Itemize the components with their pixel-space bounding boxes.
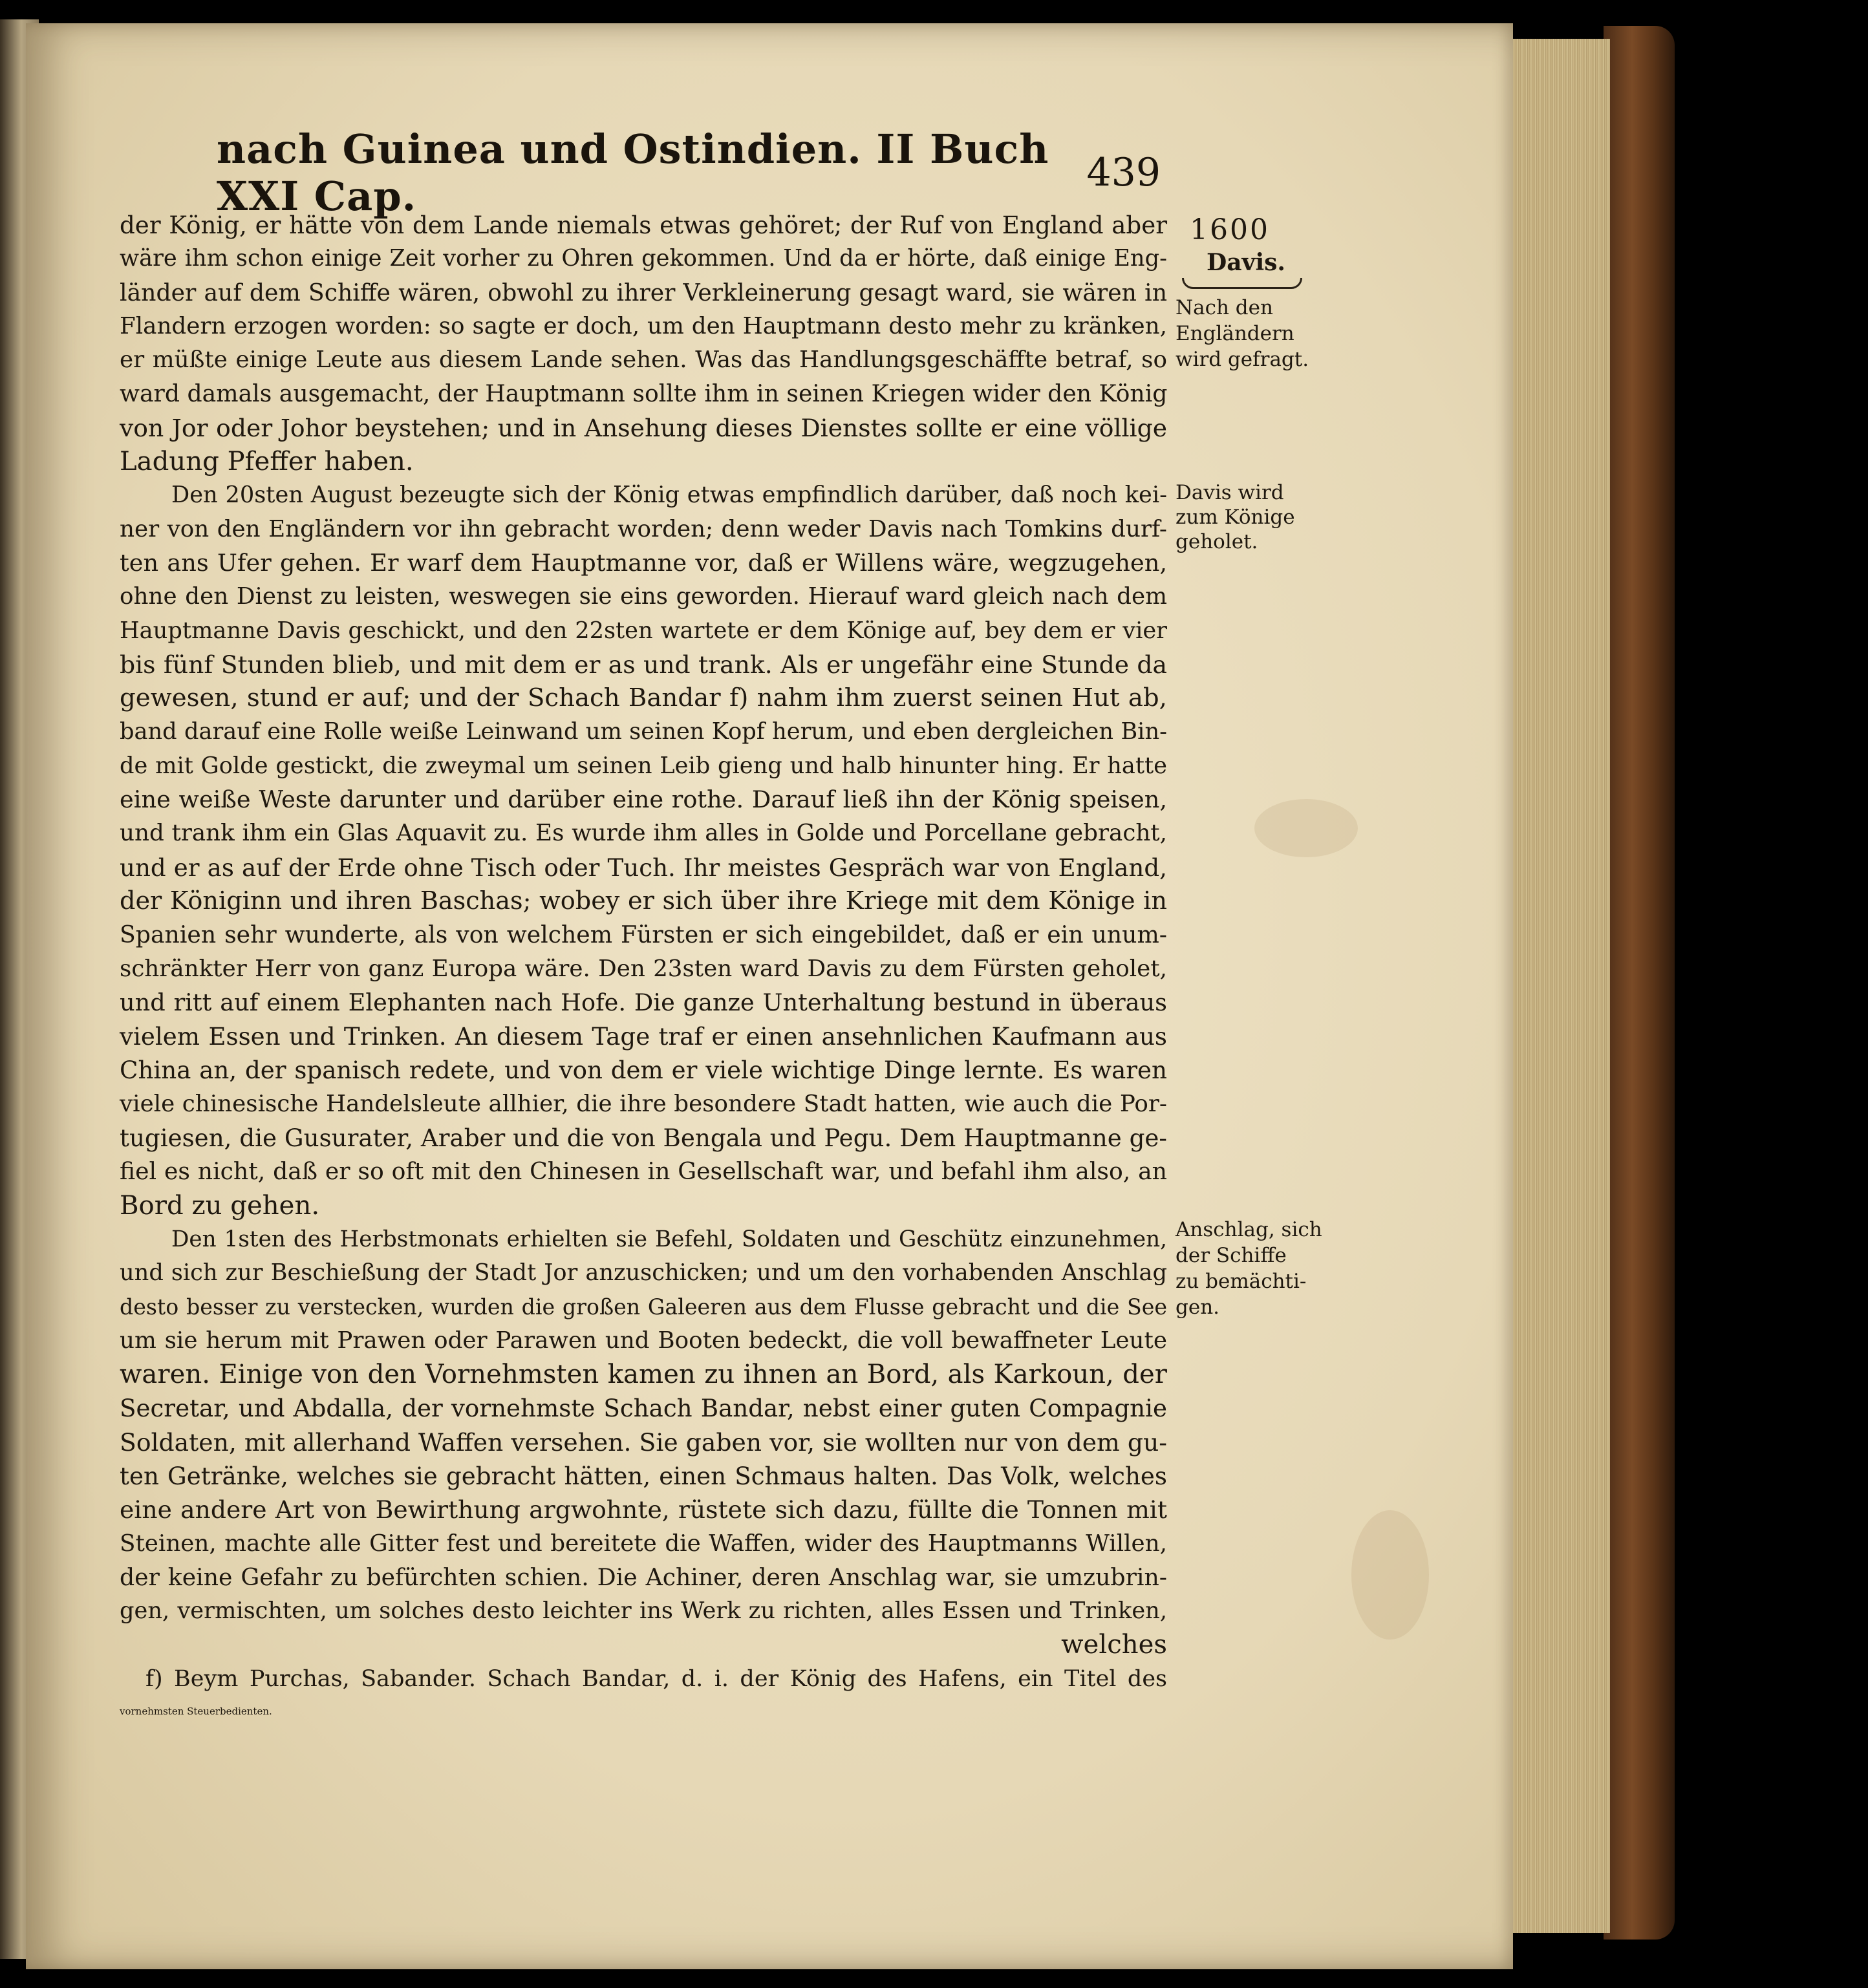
- text-line: Flandern erzogen worden: so sagte er doch, um den Hauptmann desto mehr zu kränken,: [120, 312, 1167, 339]
- text-line: ward damals ausgemacht, der Hauptmann sollte ihm in seinen Kriegen wider den König: [120, 379, 1168, 408]
- text-line: gewesen, stund er auf; und der Schach Bandar f) nahm ihm zuerst seinen Hut ab,: [120, 683, 1167, 713]
- text-line: waren. Einige von den Vornehmsten kamen zu ihnen an Bord, als Karkoun, der: [120, 1360, 1167, 1390]
- text-line: Bord zu gehen.: [120, 1190, 320, 1221]
- margin-year: 1600: [1190, 213, 1270, 246]
- footnote-line: f) Beym Purchas, Sabander. Schach Bandar, d. i. der König des Hafens, ein Titel des: [145, 1666, 1167, 1692]
- text-line: und ritt auf einem Elephanten nach Hofe. Die ganze Unterhaltung bestund in überaus: [120, 988, 1167, 1016]
- text-line: länder auf dem Schiffe wären, obwohl zu ihrer Verkleinerung gesagt ward, sie wären in: [120, 278, 1167, 306]
- text-line: bis fünf Stunden blieb, und mit dem er as und trank. Als er ungefähr eine Stunde da: [120, 650, 1167, 679]
- text-line: ten ans Ufer gehen. Er warf dem Hauptmanne vor, daß er Willens wäre, wegzugehen,: [120, 548, 1167, 577]
- text-line: ohne den Dienst zu leisten, weswegen sie eins geworden. Hierauf ward gleich nach dem: [120, 583, 1167, 610]
- book-spine: [1604, 26, 1675, 1940]
- text-line: vielem Essen und Trinken. An diesem Tage traf er einen ansehnlichen Kaufmann aus: [120, 1022, 1167, 1051]
- text-line: und trank ihm ein Glas Aquavit zu. Es wurde ihm alles in Golde und Porcellane gebracht,: [120, 820, 1167, 847]
- text-line: tugiesen, die Gusurater, Araber und die von Bengala und Pegu. Dem Hauptmanne ge-: [120, 1124, 1167, 1153]
- text-line: eine andere Art von Bewirthung argwohnte, rüstete sich dazu, füllte die Tonnen mit: [120, 1495, 1167, 1524]
- margin-note-3-line: Anschlag, sich: [1176, 1218, 1322, 1241]
- text-line: ner von den Engländern vor ihn gebracht worden; denn weder Davis nach Tomkins durf-: [120, 515, 1167, 542]
- text-line: de mit Golde gestickt, die zweymal um seinen Leib gieng und halb hinunter hing. Er hatte: [120, 752, 1167, 779]
- footnote-line: vornehmsten Steuerbedienten.: [120, 1705, 272, 1717]
- text-line: eine weiße Weste darunter und darüber eine rothe. Darauf ließ ihn der König speisen,: [120, 786, 1167, 814]
- margin-note-2-line: geholet.: [1176, 530, 1258, 553]
- text-line: wäre ihm schon einige Zeit vorher zu Ohren gekommen. Und da er hörte, daß einige Eng-: [120, 245, 1167, 272]
- text-line: der keine Gefahr zu befürchten schien. Die Achiner, deren Anschlag war, sie umzubrin-: [120, 1563, 1167, 1591]
- margin-note-2-line: zum Könige: [1176, 506, 1295, 529]
- text-line: band darauf eine Rolle weiße Leinwand um seinen Kopf herum, und eben dergleichen Bin-: [120, 718, 1167, 745]
- margin-note-3-line: zu bemächti-: [1176, 1270, 1307, 1293]
- text-line: schränkter Herr von ganz Europa wäre. Den 23sten ward Davis zu dem Fürsten geholet,: [120, 955, 1167, 982]
- text-line: von Jor oder Johor beystehen; und in Ansehung dieses Dienstes sollte er eine völlige: [120, 413, 1167, 442]
- margin-note-1-line: wird gefragt.: [1176, 348, 1309, 371]
- text-line: Steinen, machte alle Gitter fest und bereitete die Waffen, wider des Hauptmanns Willen,: [120, 1530, 1167, 1557]
- margin-note-1-line: Nach den: [1176, 296, 1273, 319]
- text-line: Hauptmanne Davis geschickt, und den 22sten wartete er dem Könige auf, bey dem er vier: [120, 617, 1167, 644]
- header-title: nach Guinea und Ostindien. II Buch XXI Cap.: [217, 125, 1049, 220]
- footnote: [120, 1663, 1167, 1727]
- margin-name: Davis.: [1207, 249, 1285, 276]
- text-line: Ladung Pfeffer haben.: [120, 447, 414, 477]
- text-line: der König, er hätte von dem Lande niemals etwas gehöret; der Ruf von England aber: [120, 211, 1167, 239]
- main-text: [120, 208, 1167, 1662]
- text-line: ten Getränke, welches sie gebracht hätten, einen Schmaus halten. Das Volk, welches: [120, 1461, 1167, 1490]
- text-line: und sich zur Beschießung der Stadt Jor anzuschicken; und um den vorhabenden Anschlag: [120, 1259, 1167, 1287]
- paragraph-3: [120, 1223, 1167, 1662]
- text-line: Den 1sten des Herbstmonats erhielten sie Befehl, Soldaten und Geschütz einzunehmen,: [171, 1226, 1167, 1252]
- page-number: 439: [1086, 150, 1161, 195]
- margin-note-3-line: der Schiffe: [1176, 1244, 1287, 1267]
- text-line: der Königinn und ihren Baschas; wobey er sich über ihre Kriege mit dem Könige in: [120, 886, 1167, 915]
- text-line: und er as auf der Erde ohne Tisch oder Tuch. Ihr meistes Gespräch war von England,: [120, 853, 1167, 882]
- text-line: fiel es nicht, daß er so oft mit den Chinesen in Gesellschaft war, und befahl ihm also, an: [120, 1157, 1167, 1186]
- text-line: Soldaten, mit allerhand Waffen versehen. Sie gaben vor, sie wollten nur von dem gu-: [120, 1427, 1167, 1457]
- paragraph-2: [120, 478, 1167, 1223]
- running-header: [217, 125, 1161, 220]
- text-line: Den 20sten August bezeugte sich der König etwas empfindlich darüber, daß noch kei-: [171, 482, 1167, 509]
- margin-note-2-line: Davis wird: [1176, 481, 1284, 504]
- catchword: welches: [1061, 1630, 1167, 1660]
- text-line: Spanien sehr wunderte, als von welchem Fürsten er sich eingebildet, daß er ein unum-: [120, 921, 1167, 949]
- text-line: um sie herum mit Prawen oder Parawen und Booten bedeckt, die voll bewaffneter Leute: [120, 1327, 1167, 1354]
- paragraph-1: [120, 208, 1167, 478]
- foxing-stain: [1254, 799, 1358, 857]
- text-line: er müßte einige Leute aus diesem Lande sehen. Was das Handlungsgeschäffte betraf, so: [120, 347, 1167, 374]
- margin-note-1-line: Engländern: [1176, 322, 1294, 345]
- text-line: gen, vermischten, um solches desto leichter ins Werk zu richten, alles Essen und Trinken,: [120, 1598, 1167, 1625]
- foxing-stain: [1351, 1510, 1429, 1640]
- text-line: viele chinesische Handelsleute allhier, die ihre besondere Stadt hatten, wie auch die Por-: [120, 1090, 1167, 1117]
- text-line: desto besser zu verstecken, wurden die großen Galeeren aus dem Flusse gebracht und die See: [120, 1294, 1167, 1320]
- text-line: Secretar, und Abdalla, der vornehmste Schach Bandar, nebst einer guten Compagnie: [120, 1394, 1167, 1423]
- text-line: China an, der spanisch redete, und von dem er viele wichtige Dinge lernte. Es waren: [120, 1056, 1167, 1085]
- margin-note-3-line: gen.: [1176, 1296, 1220, 1319]
- margin-brace: [1182, 278, 1302, 289]
